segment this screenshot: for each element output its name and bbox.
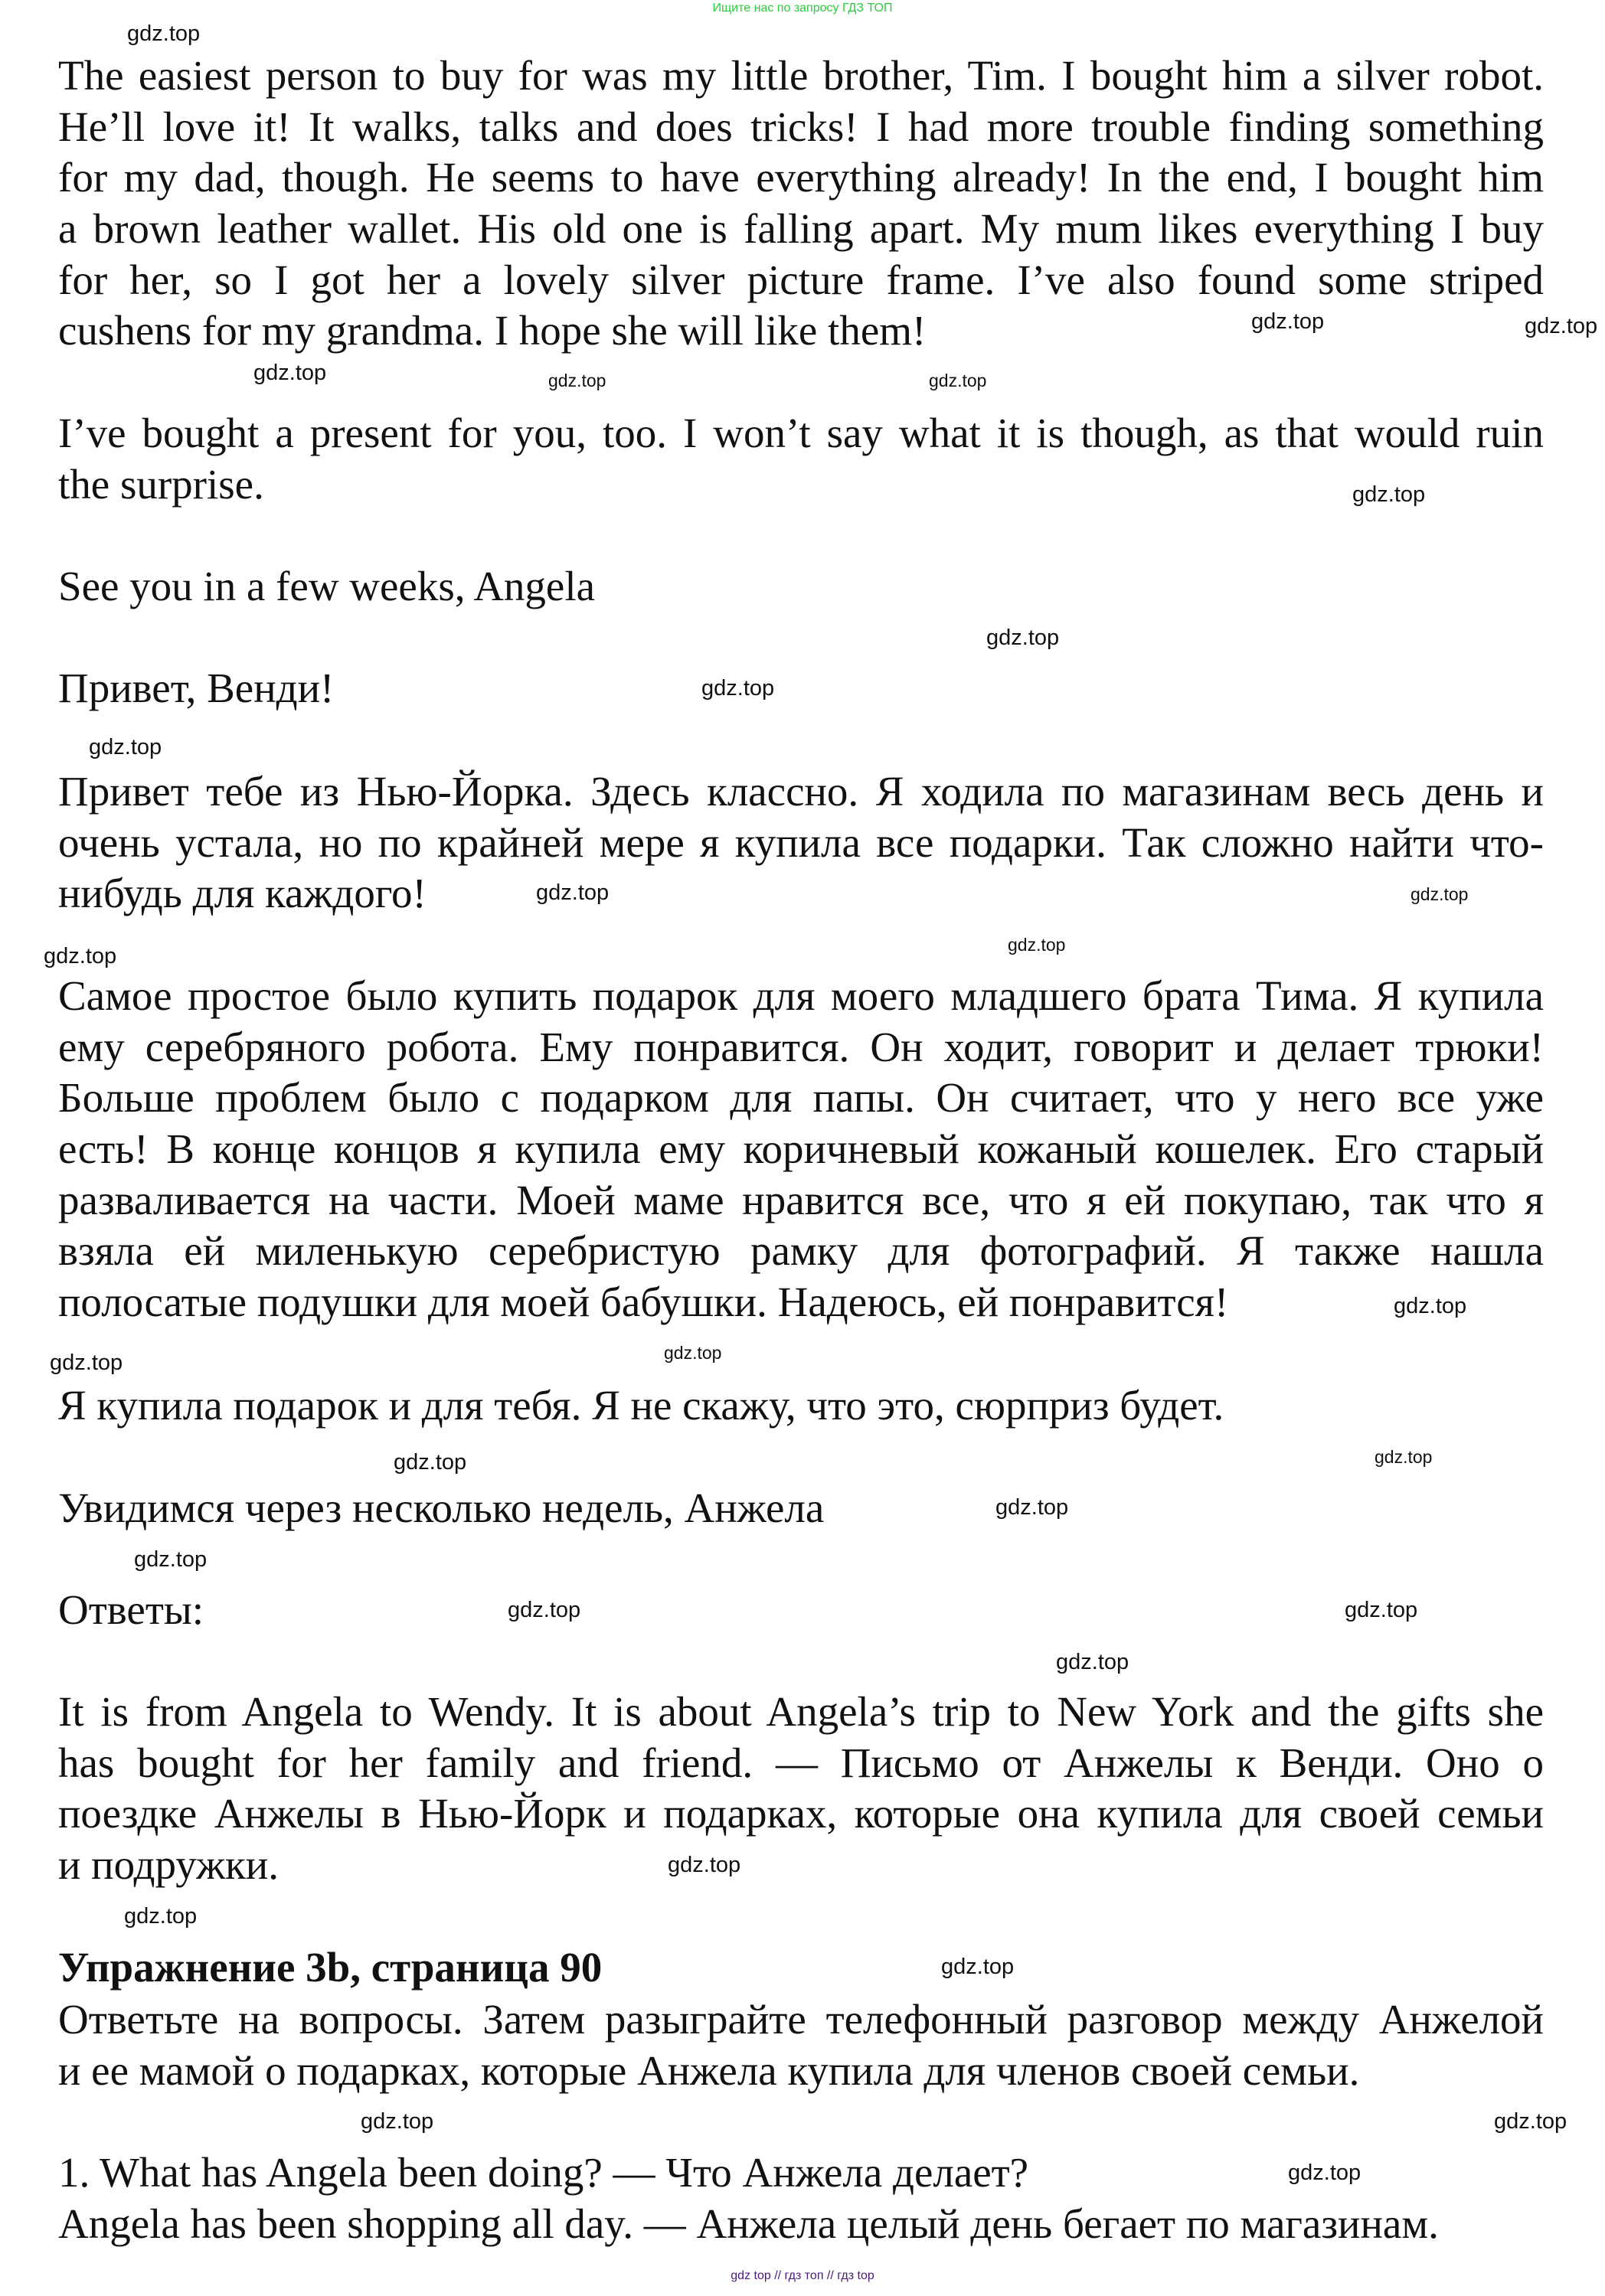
text-line: a brown leather wallet. His old one is falling apart. My mum likes everything I buy: [58, 205, 1544, 253]
answer-text: [58, 1687, 1544, 1891]
watermark: gdz.top: [664, 1343, 722, 1363]
text-line: for my dad, though. He seems to have everything already! In the end, I bought him: [58, 154, 1544, 201]
text-line: Ответы:: [58, 1586, 204, 1633]
text-line: for her, so I got her a lovely silver picture frame. I’ve also found some striped: [58, 256, 1544, 303]
text-line: I’ve bought a present for you, too. I won’t say what it is though, as that would ruin: [58, 410, 1544, 456]
watermark: gdz.top: [134, 1547, 208, 1572]
watermark: gdz.top: [127, 21, 201, 46]
text-line: полосатые подушки для моей бабушки. Надеюсь, ей понравится!: [58, 1279, 1229, 1326]
paragraph-russian-1: [58, 766, 1544, 919]
watermark: gdz.top: [1008, 935, 1066, 955]
watermark: gdz.top: [508, 1598, 581, 1622]
text-line: и ее мамой о подарках, которые Анжела купила для членов своей семьи.: [58, 2046, 1360, 2094]
exercise-instructions: [58, 1994, 1544, 2096]
watermark: gdz.top: [995, 1495, 1069, 1520]
closing-english: [58, 561, 1544, 612]
watermark: gdz.top: [668, 1853, 741, 1877]
text-line: Привет тебе из Нью-Йорка. Здесь классно. Я ходила по магазинам весь день и: [58, 768, 1544, 815]
text-line: поездке Анжелы в Нью-Йорк и подарках, которые она купила для своей семьи: [58, 1790, 1544, 1837]
watermark: gdz.top: [1411, 884, 1469, 904]
text-line: cushens for my grandma. I hope she will like them!: [58, 307, 927, 354]
answers-label: [58, 1585, 1544, 1636]
text-line: He’ll love it! It walks, talks and does tricks! I had more trouble finding something: [58, 103, 1544, 150]
top-banner: Ищите нас по запросу ГДЗ ТОП: [712, 2, 893, 15]
watermark: gdz.top: [548, 371, 606, 390]
greeting-russian: [58, 663, 1544, 714]
text-line: взяла ей миленькую серебристую рамку для фотографий. Я также нашла: [58, 1227, 1544, 1275]
watermark: gdz.top: [1288, 2160, 1361, 2185]
watermark: gdz.top: [1375, 1447, 1433, 1467]
text-line: has bought for her family and friend. — Письмо от Анжелы к Венди. Оно о: [58, 1739, 1544, 1786]
watermark: gdz.top: [253, 361, 327, 385]
text-line: Ответьте на вопросы. Затем разыграйте телефонный разговор между Анжелой: [58, 1996, 1544, 2043]
exercise-heading: [58, 1942, 1544, 1994]
watermark: gdz.top: [50, 1350, 123, 1375]
watermark: gdz.top: [1494, 2109, 1567, 2134]
paragraph-english-2: [58, 408, 1544, 510]
text-line: Увидимся через несколько недель, Анжела: [58, 1484, 825, 1531]
watermark: gdz.top: [44, 944, 117, 968]
closing-russian: [58, 1483, 1544, 1534]
text-line: Я купила подарок и для тебя. Я не скажу, что это, сюрприз будет.: [58, 1382, 1224, 1429]
watermark: gdz.top: [1394, 1294, 1467, 1318]
text-line: очень устала, но по крайней мере я купила все подарки. Так сложно найти что-: [58, 818, 1544, 866]
text-line: Самое простое было купить подарок для моего младшего брата Тима. Я купила: [58, 972, 1544, 1019]
footer: gdz top // гдз топ // гдз top: [731, 2269, 874, 2282]
watermark: gdz.top: [1056, 1650, 1129, 1674]
text-line: нибудь для каждого!: [58, 870, 427, 917]
text-line: есть! В конце концов я купила ему коричневый кожаный кошелек. Его старый: [58, 1125, 1544, 1173]
watermark: gdz.top: [941, 1955, 1015, 1979]
paragraph-russian-2: [58, 971, 1544, 1328]
watermark: gdz.top: [1345, 1598, 1418, 1622]
watermark: gdz.top: [124, 1904, 198, 1929]
text-line: The easiest person to buy for was my little brother, Tim. I bought him a silver robot.: [58, 52, 1544, 99]
text-line: ему серебряного робота. Ему понравится. Он ходит, говорит и делает трюки!: [58, 1023, 1544, 1070]
watermark: gdz.top: [89, 735, 162, 759]
text-line: Упражнение 3b, страница 90: [58, 1944, 603, 1991]
watermark: gdz.top: [701, 676, 775, 701]
paragraph-russian-3: [58, 1380, 1544, 1432]
watermark: gdz.top: [536, 880, 610, 905]
watermark: gdz.top: [986, 625, 1060, 650]
watermark: gdz.top: [1251, 309, 1325, 334]
text-line: 1. What has Angela been doing? — Что Анжела делает?: [58, 2149, 1029, 2196]
text-line: и подружки.: [58, 1841, 279, 1889]
text-line: Больше проблем было с подарком для папы. Он считает, что у него все уже: [58, 1074, 1544, 1122]
watermark: gdz.top: [1525, 314, 1598, 338]
watermark: gdz.top: [361, 2109, 434, 2134]
text-line: Привет, Венди!: [58, 665, 335, 711]
watermark: gdz.top: [929, 371, 987, 390]
watermark: gdz.top: [394, 1450, 467, 1475]
watermark: gdz.top: [1352, 482, 1426, 507]
text-line: It is from Angela to Wendy. It is about Angela’s trip to New York and the gifts she: [58, 1688, 1544, 1735]
text-line: Angela has been shopping all day. — Анжела целый день бегает по магазинам.: [58, 2200, 1439, 2247]
text-line: разваливается на части. Моей маме нравится все, что я ей покупаю, так что я: [58, 1176, 1544, 1223]
text-line: the surprise.: [58, 460, 264, 508]
text-line: See you in a few weeks, Angela: [58, 563, 596, 609]
